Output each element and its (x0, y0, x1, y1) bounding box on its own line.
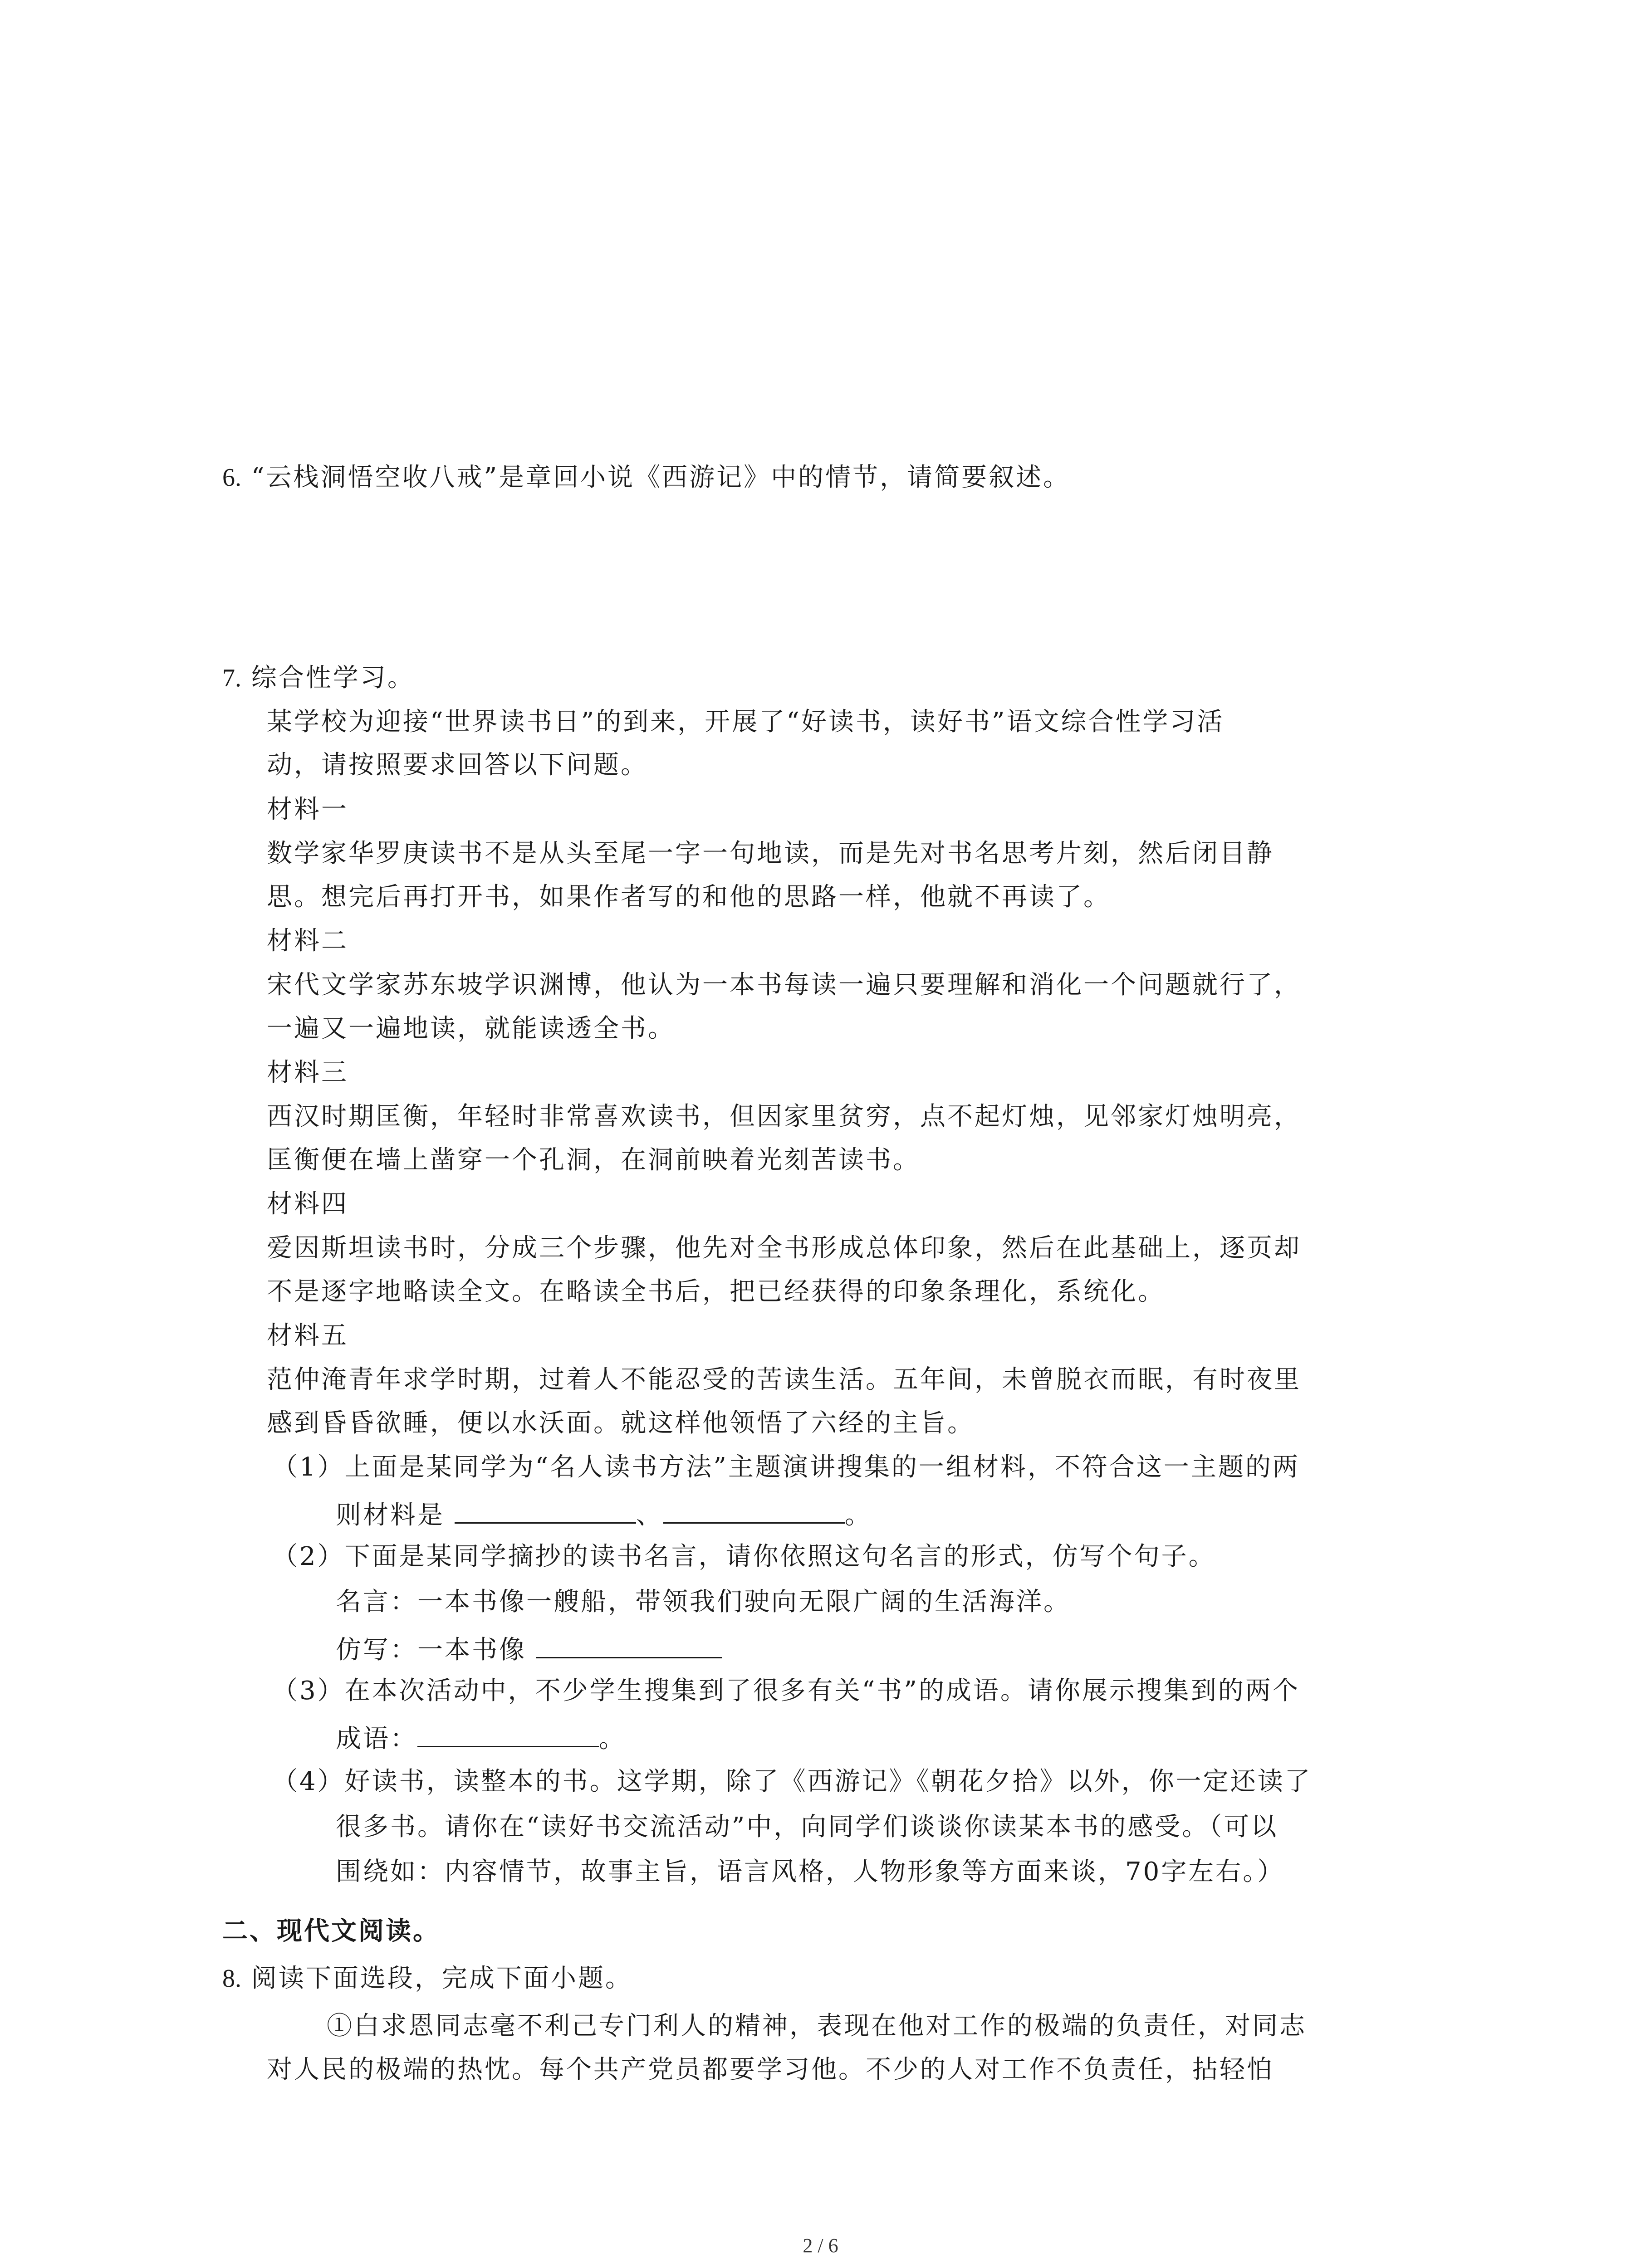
sub1-text: 上面是某同学为“名人读书方法”主题演讲搜集的一组材料，不符合这一主题的两 (344, 1452, 1300, 1482)
material1-label: 材料一 (267, 795, 348, 824)
q7-heading (222, 662, 415, 694)
material5-line2: 感到昏昏欲睡，便以水沃面。就这样他领悟了六经的主旨。 (267, 1408, 975, 1438)
sub2-line1 (272, 1541, 1216, 1573)
section2-heading: 二、现代文阅读。 (222, 1916, 440, 1946)
sub4-text: 好读书，读整本的书。这学期，除了《西游记》《朝花夕拾》以外，你一定还读了 (344, 1767, 1312, 1796)
q6-text: “云栈洞悟空收八戒”是章回小说《西游记》中的情节，请简要叙述。 (251, 463, 1071, 492)
material2-label: 材料二 (267, 926, 348, 956)
sub3-text-a: 成语： (336, 1724, 417, 1754)
material4-line1: 爱因斯坦读书时，分成三个步骤，他先对全书形成总体印象，然后在此基础上，逐页却 (267, 1233, 1301, 1263)
sub3-line2 (336, 1721, 626, 1755)
sub2-number: （2） (272, 1542, 345, 1571)
material3-label: 材料三 (267, 1058, 348, 1087)
material2-line2: 一遍又一遍地读，就能读透全书。 (267, 1014, 675, 1043)
sub1-line2 (336, 1497, 872, 1531)
sub2-prompt: 仿写：一本书像 (336, 1635, 526, 1665)
material4-line2: 不是逐字地略读全文。在略读全书后，把已经获得的印象条理化，系统化。 (267, 1277, 1165, 1306)
sub1-text-c: 。 (844, 1501, 872, 1530)
answer-blank-4[interactable] (417, 1721, 599, 1747)
sub3-text-b: 。 (599, 1724, 626, 1754)
material2-line1: 宋代文学家苏东坡学识渊博，他认为一本书每读一遍只要理解和消化一个问题就行了， (267, 970, 1301, 1000)
sub1-number: （1） (272, 1452, 345, 1482)
q7-title: 综合性学习。 (251, 663, 415, 693)
q7-intro-line2: 动，请按照要求回答以下问题。 (267, 750, 648, 780)
answer-blank-1[interactable] (455, 1497, 636, 1524)
sub2-line3 (336, 1632, 722, 1666)
q8-title: 阅读下面选段，完成下面小题。 (251, 1964, 632, 1993)
q8-heading (222, 1963, 632, 1994)
answer-blank-3[interactable] (536, 1632, 722, 1658)
sub4-line2: 很多书。请你在“读好书交流活动”中，向同学们谈谈你读某本书的感受。（可以 (336, 1812, 1279, 1842)
sub1-text-a: 则材料是 (336, 1501, 445, 1530)
sub3-line1 (272, 1675, 1300, 1707)
q6-line (222, 462, 1070, 494)
sub2-line2: 名言：一本书像一艘船，带领我们驶向无限广阔的生活海洋。 (336, 1587, 1071, 1617)
material1-line2: 思。想完后再打开书，如果作者写的和他的思路一样，他就不再读了。 (267, 882, 1111, 912)
material3-line1: 西汉时期匡衡，年轻时非常喜欢读书，但因家里贫穷，点不起灯烛，见邻家灯烛明亮， (267, 1102, 1301, 1131)
page-number: 2 / 6 (803, 2234, 838, 2257)
sub1-text-b: 、 (636, 1501, 663, 1530)
sub1-line1 (272, 1452, 1300, 1483)
sub4-line1 (272, 1766, 1312, 1798)
sub4-line3: 围绕如：内容情节，故事主旨，语言风格，人物形象等方面来谈，70字左右。） (336, 1857, 1285, 1887)
sub3-text: 在本次活动中，不少学生搜集到了很多有关“书”的成语。请你展示搜集到的两个 (344, 1676, 1300, 1706)
sub3-number: （3） (272, 1676, 345, 1706)
q8-number: 8. (222, 1965, 241, 1993)
material5-label: 材料五 (267, 1321, 348, 1350)
q8-para-line2: 对人民的极端的热忱。每个共产党员都要学习他。不少的人对工作不负责任，拈轻怕 (267, 2055, 1274, 2084)
material1-line1: 数学家华罗庚读书不是从头至尾一字一句地读，而是先对书名思考片刻，然后闭目静 (267, 839, 1274, 868)
sub2-text: 下面是某同学摘抄的读书名言，请你依照这句名言的形式，仿写个句子。 (344, 1542, 1216, 1571)
q8-para-line1: ①白求恩同志毫不利己专门利人的精神，表现在他对工作的极端的负责任，对同志 (327, 2011, 1307, 2041)
answer-blank-2[interactable] (663, 1497, 845, 1524)
material3-line2: 匡衡便在墙上凿穿一个孔洞，在洞前映着光刻苦读书。 (267, 1145, 920, 1175)
q7-number: 7. (222, 664, 241, 692)
material5-line1: 范仲淹青年求学时期，过着人不能忍受的苦读生活。五年间，未曾脱衣而眠，有时夜里 (267, 1365, 1301, 1394)
q6-number: 6. (222, 464, 241, 492)
sub4-number: （4） (272, 1767, 345, 1796)
q7-intro-line1: 某学校为迎接“世界读书日”的到来，开展了“好读书，读好书”语文综合性学习活 (267, 707, 1225, 737)
material4-label: 材料四 (267, 1189, 348, 1219)
